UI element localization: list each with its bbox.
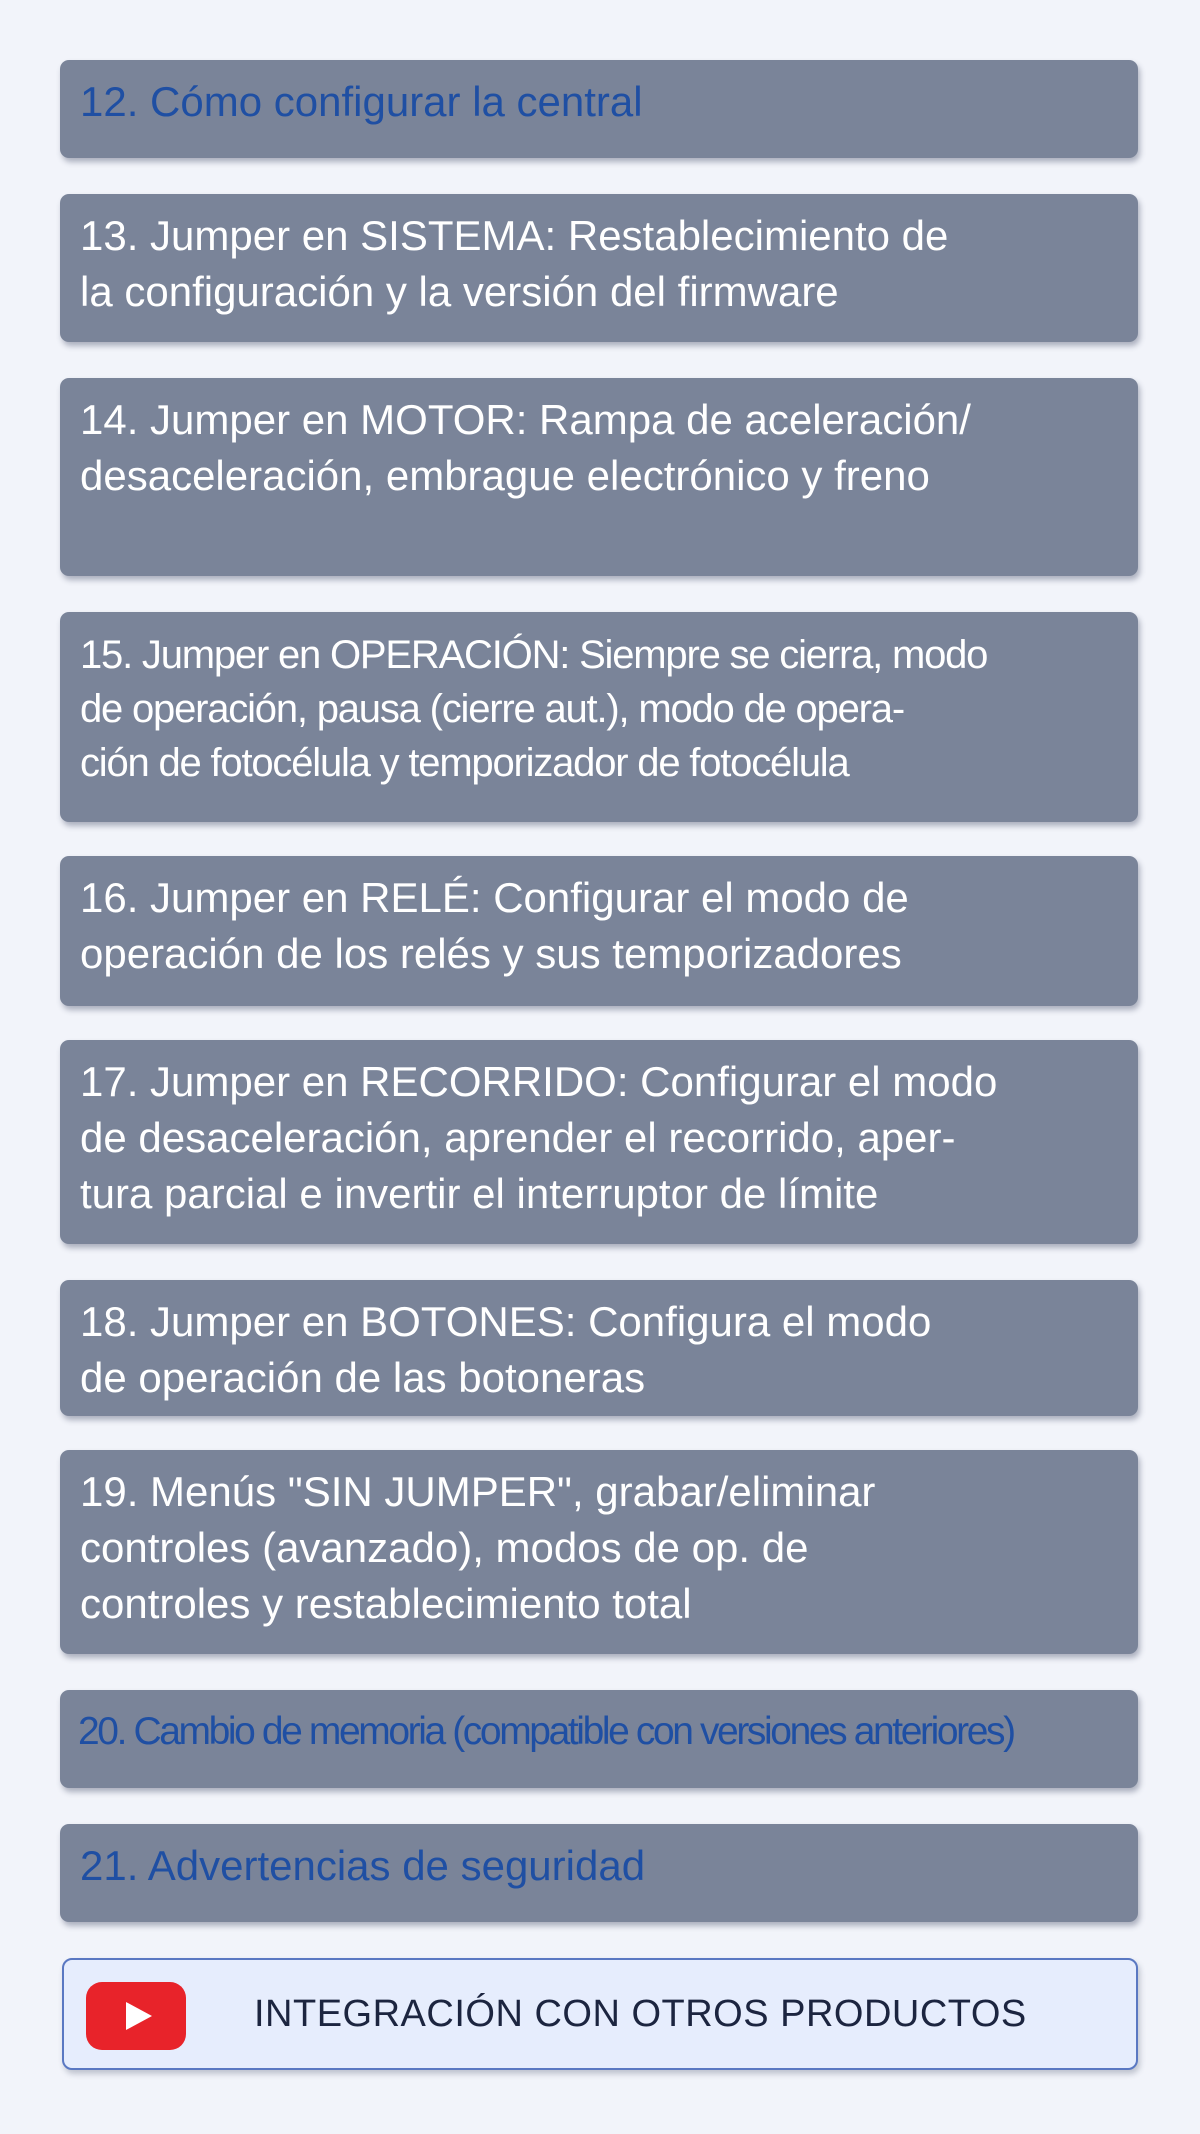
integration-video-label: INTEGRACIÓN CON OTROS PRODUCTOS (254, 1993, 1027, 2035)
menu-item-14-motor-jumper[interactable]: 14. Jumper en MOTOR: Rampa de aceleración/ desaceleración, embrague electrónico y freno (60, 378, 1138, 576)
menu-item-13-system-jumper[interactable]: 13. Jumper en SISTEMA: Restablecimiento de la configuración y la versión del firmware (60, 194, 1138, 342)
menu-item-15-operation-jumper[interactable]: 15. Jumper en OPERACIÓN: Siempre se cierra, modo de operación, pausa (cierre aut.), modo de opera- ción de fotocélula y temporizador de fotocélula (60, 612, 1138, 822)
menu-item-16-relay-jumper[interactable]: 16. Jumper en RELÉ: Configurar el modo de operación de los relés y sus temporizadores (60, 856, 1138, 1006)
integration-video-button[interactable] (62, 1958, 1138, 2070)
menu-item-20-memory-change[interactable]: 20. Cambio de memoria (compatible con versiones anteriores) (60, 1690, 1138, 1788)
youtube-play-icon (86, 1982, 186, 2050)
menu-item-18-buttons-jumper[interactable]: 18. Jumper en BOTONES: Configura el modo de operación de las botoneras (60, 1280, 1138, 1416)
menu-item-21-safety-warnings[interactable]: 21. Advertencias de seguridad (60, 1824, 1138, 1922)
menu-item-19-no-jumper-menus[interactable]: 19. Menús "SIN JUMPER", grabar/eliminar controles (avanzado), modos de op. de controles y restablecimiento total (60, 1450, 1138, 1654)
menu-item-17-travel-jumper[interactable]: 17. Jumper en RECORRIDO: Configurar el modo de desaceleración, aprender el recorrido, aper- tura parcial e invertir el interruptor de límite (60, 1040, 1138, 1244)
menu-item-12-configure-central[interactable]: 12. Cómo configurar la central (60, 60, 1138, 158)
